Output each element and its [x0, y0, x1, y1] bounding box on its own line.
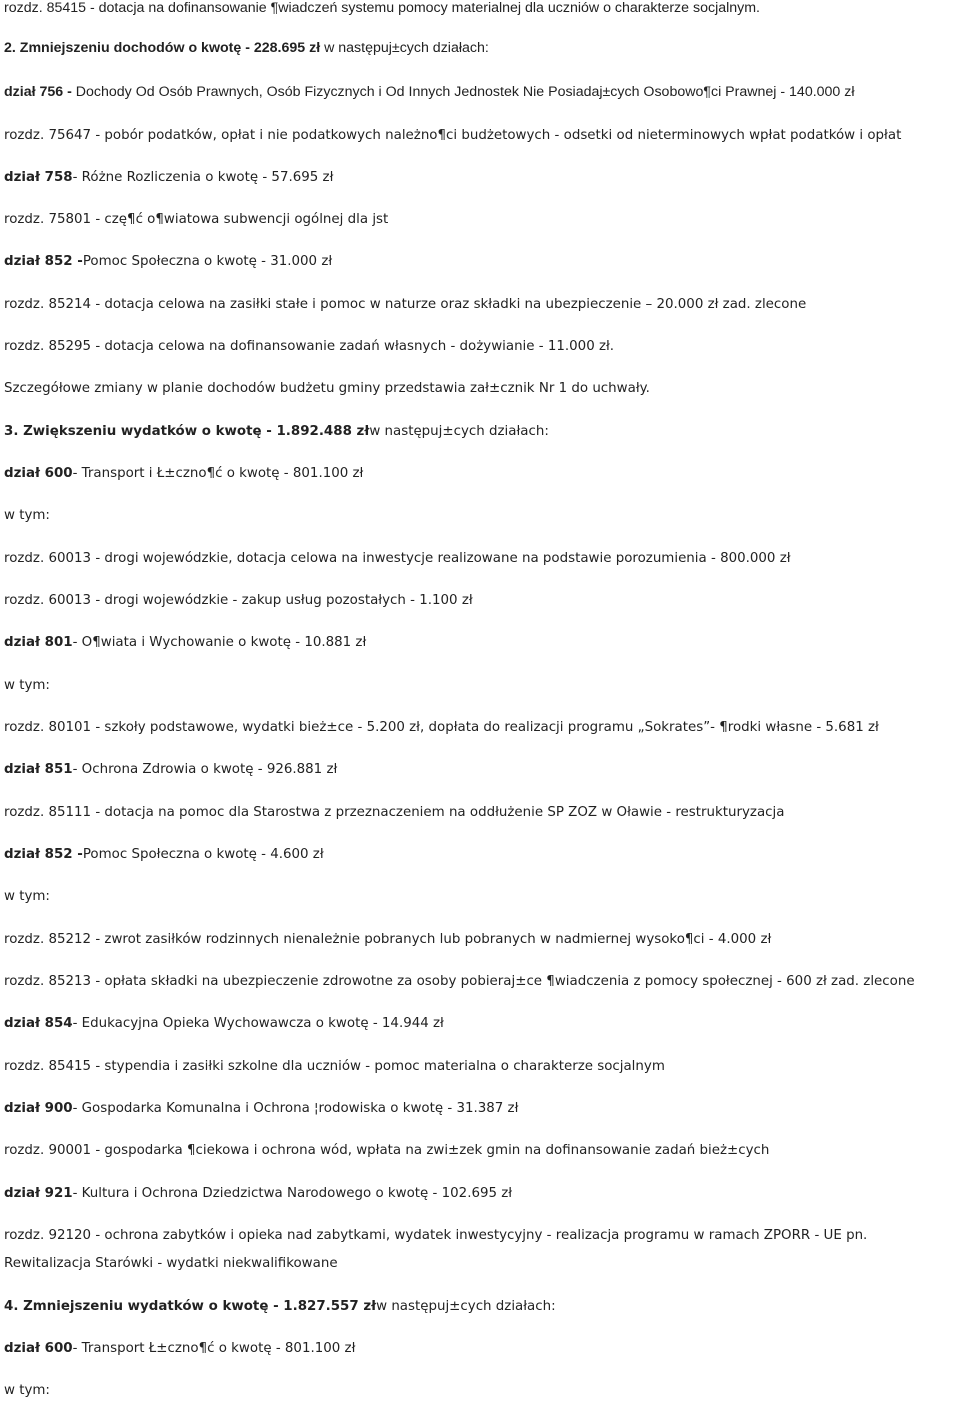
paragraph-rozdz-80101 — [4, 719, 879, 736]
section-dzial-852-income — [4, 253, 332, 270]
label-w-tym — [4, 888, 50, 905]
section-text: - Kultura i Ochrona Dziedzictwa Narodowego o kwotę - 102.695 zł — [72, 1186, 513, 1201]
section-dzial-600-decrease — [4, 1340, 355, 1357]
heading-rest: w następuj±cych działach: — [376, 1299, 556, 1314]
text: rozdz. 85214 - dotacja celowa na zasiłki stałe i pomoc w naturze oraz składki na ubezpieczenie – 20.000 zł zad. zlecone — [4, 297, 807, 312]
section-label: dział 758 — [4, 170, 73, 185]
text: rozdz. 80101 - szkoły podstawowe, wydatki bież±ce - 5.200 zł, dopłata do realizacji programu „Sokrates”- ¶rodki własne - 5.681 zł — [4, 720, 879, 735]
section-text: - Transport i Ł±czno¶ć o kwotę - 801.100 zł — [72, 466, 364, 481]
section-dzial-852-expense — [4, 846, 324, 863]
text: rozdz. 75647 - pobór podatków, opłat i nie podatkowych należno¶ci budżetowych - odsetki od nieterminowych wpłat podatków i opłat — [4, 128, 902, 143]
heading-bold: 4. Zmniejszeniu wydatków o kwotę - 1.827.557 zł — [4, 1299, 377, 1314]
text: rozdz. 85111 - dotacja na pomoc dla Starostwa z przeznaczeniem na oddłużenie SP ZOZ w Oławie - restrukturyzacja — [4, 805, 785, 820]
section-dzial-854 — [4, 1015, 444, 1032]
section-label: dział 921 — [4, 1186, 73, 1201]
paragraph-rozdz-90001 — [4, 1142, 769, 1159]
text: Szczegółowe zmiany w planie dochodów budżetu gminy przedstawia zał±cznik Nr 1 do uchwały. — [4, 381, 650, 396]
text: rozdz. 75801 - czę¶ć o¶wiatowa subwencji ogólnej dla jst — [4, 212, 389, 227]
paragraph-income-summary — [4, 380, 650, 397]
paragraph-rozdz-75801 — [4, 211, 388, 228]
heading-income-decrease — [4, 40, 489, 57]
paragraph-rozdz-85214 — [4, 296, 806, 313]
section-label: dział 756 - — [4, 84, 76, 100]
section-dzial-756 — [4, 84, 855, 101]
section-dzial-600-increase — [4, 465, 363, 482]
paragraph-rozdz-60013-zakup — [4, 592, 473, 609]
text: rozdz. 60013 - drogi wojewódzkie, dotacja celowa na inwestycje realizowane na podstawie porozumienia - 800.000 zł — [4, 551, 791, 566]
section-text: Dochody Od Osób Prawnych, Osób Fizycznych i Od Innych Jednostek Nie Posiadaj±cych Osobowo¶ci Prawnej - 140.000 zł — [75, 84, 855, 100]
section-label: dział 852 - — [4, 254, 83, 269]
text: w tym: — [4, 889, 50, 904]
section-label: dział 852 - — [4, 847, 83, 862]
section-label: dział 600 — [4, 466, 73, 481]
paragraph-rozdz-85212 — [4, 931, 771, 948]
section-text: - Ochrona Zdrowia o kwotę - 926.881 zł — [72, 762, 338, 777]
section-dzial-921 — [4, 1185, 512, 1202]
section-dzial-758 — [4, 169, 333, 186]
heading-bold: 2. Zmniejszeniu dochodów o kwotę - 228.695 zł — [4, 40, 321, 56]
text: w tym: — [4, 1383, 50, 1398]
paragraph-rozdz-85213 — [4, 973, 915, 990]
section-text: - O¶wiata i Wychowanie o kwotę - 10.881 zł — [72, 635, 367, 650]
label-w-tym — [4, 507, 50, 524]
heading-rest: w następuj±cych działach: — [369, 424, 549, 439]
paragraph-rozdz-85415-expense — [4, 1058, 665, 1075]
section-text: Pomoc Społeczna o kwotę - 4.600 zł — [82, 847, 324, 862]
section-label: dział 801 — [4, 635, 73, 650]
heading-rest: w następuj±cych działach: — [320, 40, 489, 56]
section-label: dział 851 — [4, 762, 73, 777]
label-w-tym — [4, 677, 50, 694]
section-label: dział 600 — [4, 1341, 73, 1356]
text: rozdz. 85212 - zwrot zasiłków rodzinnych nienależnie pobranych lub pobranych w nadmiernej wysoko¶ci - 4.000 zł — [4, 932, 772, 947]
paragraph-rozdz-60013-dotacja — [4, 550, 791, 567]
section-text: Pomoc Społeczna o kwotę - 31.000 zł — [82, 254, 333, 269]
heading-bold: 3. Zwiększeniu wydatków o kwotę - 1.892.488 zł — [4, 424, 370, 439]
paragraph-rozdz-85111 — [4, 804, 784, 821]
section-text: - Różne Rozliczenia o kwotę - 57.695 zł — [72, 170, 334, 185]
section-dzial-801 — [4, 634, 366, 651]
paragraph-rozdz-85415-income — [4, 0, 760, 17]
paragraph-rozdz-85295 — [4, 338, 614, 355]
label-w-tym — [4, 1382, 50, 1399]
heading-expenses-increase — [4, 423, 549, 440]
text: rozdz. 60013 - drogi wojewódzkie - zakup usług pozostałych - 1.100 zł — [4, 593, 473, 608]
section-label: dział 854 — [4, 1016, 73, 1031]
section-dzial-900 — [4, 1100, 518, 1117]
paragraph-rozdz-92120 — [4, 1222, 958, 1278]
text: rozdz. 85415 - stypendia i zasiłki szkolne dla uczniów - pomoc materialna o charakterze socjalnym — [4, 1059, 665, 1074]
section-dzial-851 — [4, 761, 337, 778]
section-text: - Edukacyjna Opieka Wychowawcza o kwotę - 14.944 zł — [72, 1016, 444, 1031]
text: rozdz. 92120 - ochrona zabytków i opieka nad zabytkami, wydatek inwestycyjny - realizacja programu w ramach ZPORR - UE pn. Rewitalizacja Starówki - wydatki niekwalifikowane — [4, 1228, 868, 1271]
text: rozdz. 85295 - dotacja celowa na dofinansowanie zadań własnych - dożywianie - 11.000 zł. — [4, 339, 615, 354]
section-label: dział 900 — [4, 1101, 73, 1116]
section-text: - Transport Ł±czno¶ć o kwotę - 801.100 zł — [72, 1341, 356, 1356]
paragraph-rozdz-75647 — [4, 127, 901, 144]
text: rozdz. 90001 - gospodarka ¶ciekowa i ochrona wód, wpłata na zwi±zek gmin na dofinansowanie zadań bież±cych — [4, 1143, 770, 1158]
text: rozdz. 85415 - dotacja na dofinansowanie ¶wiadczeń systemu pomocy materialnej dla uczniów o charakterze socjalnym. — [4, 0, 761, 16]
text: rozdz. 85213 - opłata składki na ubezpieczenie zdrowotne za osoby pobieraj±ce ¶wiadczenia z pomocy społecznej - 600 zł zad. zlecone — [4, 974, 915, 989]
heading-expenses-decrease — [4, 1298, 556, 1315]
text: w tym: — [4, 678, 50, 693]
section-text: - Gospodarka Komunalna i Ochrona ¦rodowiska o kwotę - 31.387 zł — [72, 1101, 519, 1116]
text: w tym: — [4, 508, 50, 523]
